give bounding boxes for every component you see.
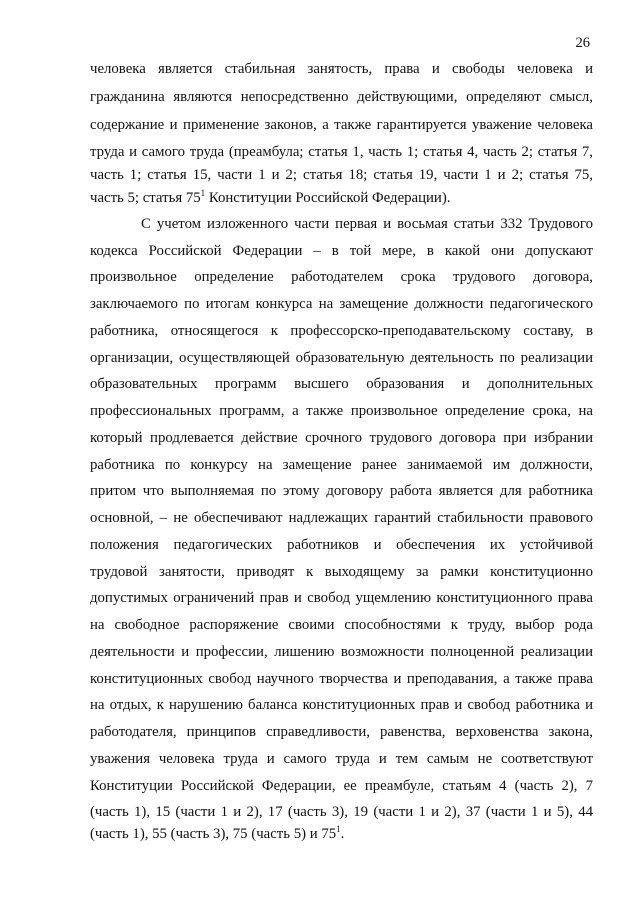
paragraph-2-line: заключаемого по итогам конкурса на замещение должности педагогического (90, 296, 593, 312)
paragraph-2-line: кодекса Российской Федерации – в той мере, в какой они допускают (90, 243, 593, 259)
paragraph-1-line: содержание и применение законов, а также гарантируется уважение человека (90, 117, 593, 133)
paragraph-2-line: произвольное определение работодателем срока трудового договора, (90, 269, 593, 285)
paragraph-2-line: работодателя, принципов справедливости, равенства, верховенства закона, (90, 724, 593, 740)
text-fragment: часть 5; статья 75 (90, 190, 201, 206)
paragraph-1-last-line (90, 188, 593, 208)
page-number: 26 (575, 35, 590, 51)
paragraph-2-line: профессиональных программ, а также произвольное определение срока, на (90, 403, 593, 419)
paragraph-2-line: уважения человека труда и самого труда и тем самым не соответствуют (90, 751, 593, 767)
paragraph-2-line: трудовой занятости, приводят к выходящему за рамки конституционно (90, 564, 593, 580)
superscript: 1 (336, 824, 341, 834)
superscript: 1 (200, 188, 206, 198)
paragraph-2-first-line: С учетом изложенного части первая и восьмая статьи 332 Трудового (141, 216, 593, 232)
paragraph-2-line: который продлевается действие срочного трудового договора при избрании (90, 430, 593, 446)
paragraph-1-line: часть 1; статья 15, части 1 и 2; статья 18; статья 19, части 1 и 2; статья 75, (90, 167, 593, 183)
paragraph-2-line: конституционных свобод научного творчества и преподавания, а также права (90, 671, 593, 687)
paragraph-2-line: положения педагогических работников и обеспечения их устойчивой (90, 537, 593, 553)
paragraph-2-line: на свободное распоряжение своими способностями к труду, выбор рода (90, 617, 593, 633)
paragraph-1-line: труда и самого труда (преамбула; статья 1, часть 1; статья 4, часть 2; статья 7, (90, 144, 593, 160)
text-fragment: . (340, 826, 345, 842)
paragraph-2-line: Конституции Российской Федерации, ее преамбуле, статьям 4 (часть 2), 7 (90, 778, 593, 794)
paragraph-2-line: деятельности и профессии, лишению возможности полноценной реализации (90, 644, 593, 660)
paragraph-2-line: (часть 1), 15 (части 1 и 2), 17 (часть 3), 19 (части 1 и 2), 37 (части 1 и 5), 44 (90, 804, 593, 820)
paragraph-2-line: организации, осуществляющей образовательную деятельность по реализации (90, 350, 593, 366)
paragraph-2-line: работника, относящегося к профессорско-преподавательскому составу, в (90, 323, 593, 339)
paragraph-2-last-line (90, 824, 593, 844)
paragraph-2-line: допустимых ограничений прав и свобод ущемлению конституционного права (90, 590, 593, 606)
text-fragment: (часть 1), 55 (часть 3), 75 (часть 5) и 75 (90, 826, 337, 842)
text-fragment: Конституции Российской Федерации). (205, 190, 451, 206)
paragraph-2-line: на отдых, к нарушению баланса конституционных прав и свобод работника и (90, 697, 593, 713)
paragraph-2-line: притом что выполняемая по этому договору работа является для работника (90, 483, 593, 499)
paragraph-2-line: основной, – не обеспечивают надлежащих гарантий стабильности правового (90, 510, 593, 526)
paragraph-2-line: образовательных программ высшего образования и дополнительных (90, 376, 593, 392)
paragraph-1-line: гражданина являются непосредственно действующими, определяют смысл, (90, 89, 593, 105)
paragraph-2-line: работника по конкурсу на замещение ранее занимаемой им должности, (90, 457, 593, 473)
paragraph-1-line: человека является стабильная занятость, права и свободы человека и (90, 61, 593, 77)
